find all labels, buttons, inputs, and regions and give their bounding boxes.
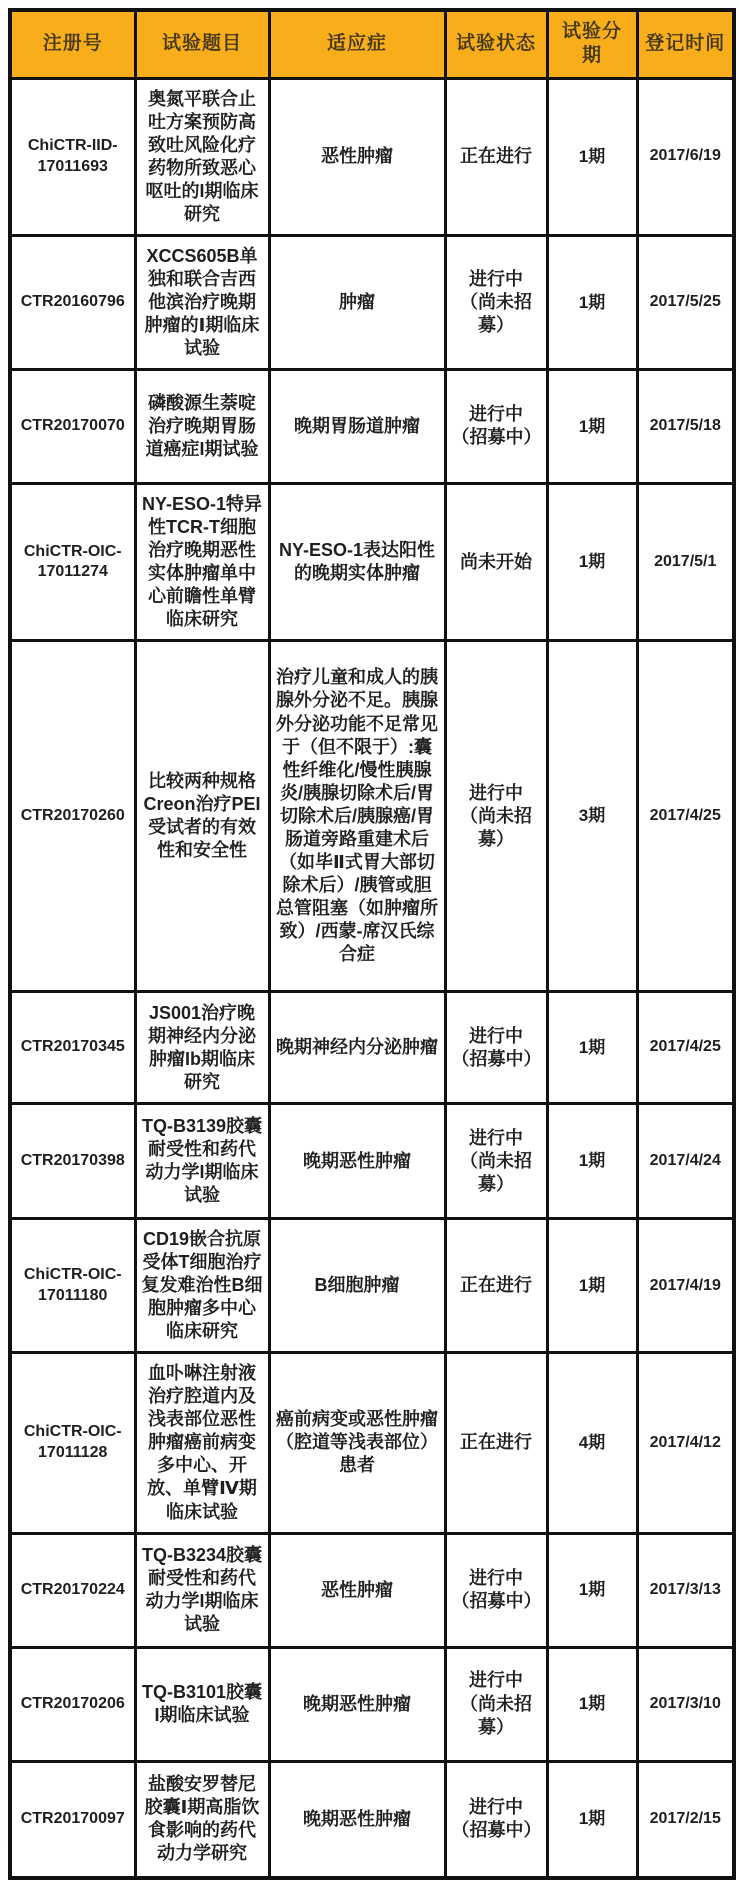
- cell-indication: 晚期神经内分泌肿瘤: [269, 992, 445, 1104]
- cell-registration-number: CTR20170097: [10, 1761, 135, 1878]
- table-row: [10, 1104, 734, 1219]
- cell-registration-number: CTR20170398: [10, 1104, 135, 1219]
- cell-indication: 肿瘤: [269, 235, 445, 369]
- cell-indication: 恶性肿瘤: [269, 78, 445, 235]
- cell-indication: 晚期胃肠道肿瘤: [269, 369, 445, 483]
- cell-registration-number: ChiCTR-OIC-17011274: [10, 483, 135, 640]
- table-row: [10, 1647, 734, 1761]
- table-row: [10, 1219, 734, 1353]
- cell-trial-status: 进行中（招募中）: [445, 992, 547, 1104]
- cell-registration-date: 2017/6/19: [637, 78, 734, 235]
- cell-registration-date: 2017/3/13: [637, 1533, 734, 1647]
- cell-trial-title: XCCS605B单独和联合吉西他滨治疗晚期肿瘤的Ⅰ期临床试验: [135, 235, 269, 369]
- table-row: [10, 992, 734, 1104]
- cell-indication: 治疗儿童和成人的胰腺外分泌不足。胰腺外分泌功能不足常见于（但不限于）:囊性纤维化/慢性胰腺炎/胰腺切除术后/胃切除术后/胰腺癌/胃肠道旁路重建术后（如毕Ⅱ式胃大部切除术后）/胰管或胆总管阻塞（如肿瘤所致）/西蒙-席汉氏综合症: [269, 641, 445, 992]
- cell-trial-status: 尚未开始: [445, 483, 547, 640]
- cell-indication: 晚期恶性肿瘤: [269, 1104, 445, 1219]
- cell-trial-status: 进行中（尚未招募）: [445, 1104, 547, 1219]
- clinical-trial-registry-table: [8, 8, 736, 1880]
- cell-registration-date: 2017/2/15: [637, 1761, 734, 1878]
- cell-trial-phase: 3期: [547, 641, 637, 992]
- column-header-indication: 适应症: [269, 10, 445, 78]
- cell-registration-number: CTR20170224: [10, 1533, 135, 1647]
- cell-registration-date: 2017/3/10: [637, 1647, 734, 1761]
- table-row: [10, 235, 734, 369]
- table-row: [10, 1353, 734, 1533]
- cell-trial-status: 进行中（尚未招募）: [445, 641, 547, 992]
- cell-trial-phase: 1期: [547, 1761, 637, 1878]
- cell-trial-phase: 1期: [547, 78, 637, 235]
- cell-registration-number: ChiCTR-IID-17011693: [10, 78, 135, 235]
- cell-trial-phase: 4期: [547, 1353, 637, 1533]
- cell-registration-date: 2017/5/1: [637, 483, 734, 640]
- table-row: [10, 1761, 734, 1878]
- cell-trial-status: 进行中（尚未招募）: [445, 235, 547, 369]
- cell-trial-title: NY-ESO-1特异性TCR-T细胞治疗晚期恶性实体肿瘤单中心前瞻性单臂临床研究: [135, 483, 269, 640]
- cell-indication: 晚期恶性肿瘤: [269, 1647, 445, 1761]
- cell-registration-number: CTR20160796: [10, 235, 135, 369]
- table-row: [10, 1533, 734, 1647]
- cell-trial-phase: 1期: [547, 235, 637, 369]
- cell-registration-date: 2017/4/25: [637, 992, 734, 1104]
- cell-indication: NY-ESO-1表达阳性的晚期实体肿瘤: [269, 483, 445, 640]
- cell-trial-title: TQ-B3101胶囊I期临床试验: [135, 1647, 269, 1761]
- cell-trial-phase: 1期: [547, 483, 637, 640]
- cell-registration-number: CTR20170206: [10, 1647, 135, 1761]
- cell-trial-title: 血卟啉注射液治疗腔道内及浅表部位恶性肿瘤癌前病变多中心、开放、单臂Ⅳ期临床试验: [135, 1353, 269, 1533]
- cell-indication: 晚期恶性肿瘤: [269, 1761, 445, 1878]
- cell-trial-title: TQ-B3139胶囊耐受性和药代动力学I期临床试验: [135, 1104, 269, 1219]
- table-row: [10, 369, 734, 483]
- cell-indication: 癌前病变或恶性肿瘤（腔道等浅表部位）患者: [269, 1353, 445, 1533]
- cell-trial-phase: 1期: [547, 369, 637, 483]
- cell-trial-title: 比较两种规格Creon治疗PEI受试者的有效性和安全性: [135, 641, 269, 992]
- column-header-trial-phase: 试验分期: [547, 10, 637, 78]
- table-header: [10, 10, 734, 78]
- cell-trial-title: 磷酸源生萘啶治疗晚期胃肠道癌症I期试验: [135, 369, 269, 483]
- cell-trial-phase: 1期: [547, 1533, 637, 1647]
- cell-trial-status: 进行中（招募中）: [445, 1761, 547, 1878]
- cell-registration-number: ChiCTR-OIC-17011180: [10, 1219, 135, 1353]
- column-header-registration-number: 注册号: [10, 10, 135, 78]
- table-row: [10, 78, 734, 235]
- cell-registration-date: 2017/4/19: [637, 1219, 734, 1353]
- cell-trial-status: 进行中（尚未招募）: [445, 1647, 547, 1761]
- table-row: [10, 483, 734, 640]
- cell-trial-title: 盐酸安罗替尼胶囊Ⅰ期高脂饮食影响的药代动力学研究: [135, 1761, 269, 1878]
- cell-registration-date: 2017/4/12: [637, 1353, 734, 1533]
- cell-trial-status: 正在进行: [445, 1353, 547, 1533]
- cell-registration-date: 2017/4/25: [637, 641, 734, 992]
- cell-trial-phase: 1期: [547, 1647, 637, 1761]
- cell-indication: 恶性肿瘤: [269, 1533, 445, 1647]
- cell-trial-title: CD19嵌合抗原受体T细胞治疗复发难治性B细胞肿瘤多中心临床研究: [135, 1219, 269, 1353]
- column-header-registration-date: 登记时间: [637, 10, 734, 78]
- cell-trial-title: TQ-B3234胶囊耐受性和药代动力学I期临床试验: [135, 1533, 269, 1647]
- cell-trial-status: 正在进行: [445, 78, 547, 235]
- cell-registration-number: ChiCTR-OIC-17011128: [10, 1353, 135, 1533]
- column-header-trial-status: 试验状态: [445, 10, 547, 78]
- cell-trial-status: 进行中（招募中）: [445, 369, 547, 483]
- table-row: [10, 641, 734, 992]
- cell-trial-status: 进行中（招募中）: [445, 1533, 547, 1647]
- cell-trial-phase: 1期: [547, 1104, 637, 1219]
- cell-trial-title: 奥氮平联合止吐方案预防高致吐风险化疗药物所致恶心呕吐的I期临床研究: [135, 78, 269, 235]
- cell-trial-phase: 1期: [547, 992, 637, 1104]
- cell-registration-date: 2017/5/25: [637, 235, 734, 369]
- table-body: [10, 78, 734, 1878]
- column-header-trial-title: 试验题目: [135, 10, 269, 78]
- cell-registration-date: 2017/5/18: [637, 369, 734, 483]
- cell-registration-number: CTR20170070: [10, 369, 135, 483]
- cell-registration-number: CTR20170345: [10, 992, 135, 1104]
- cell-trial-title: JS001治疗晚期神经内分泌肿瘤Ib期临床研究: [135, 992, 269, 1104]
- cell-indication: B细胞肿瘤: [269, 1219, 445, 1353]
- cell-registration-date: 2017/4/24: [637, 1104, 734, 1219]
- cell-registration-number: CTR20170260: [10, 641, 135, 992]
- cell-trial-phase: 1期: [547, 1219, 637, 1353]
- table-header-row: [10, 10, 734, 78]
- cell-trial-status: 正在进行: [445, 1219, 547, 1353]
